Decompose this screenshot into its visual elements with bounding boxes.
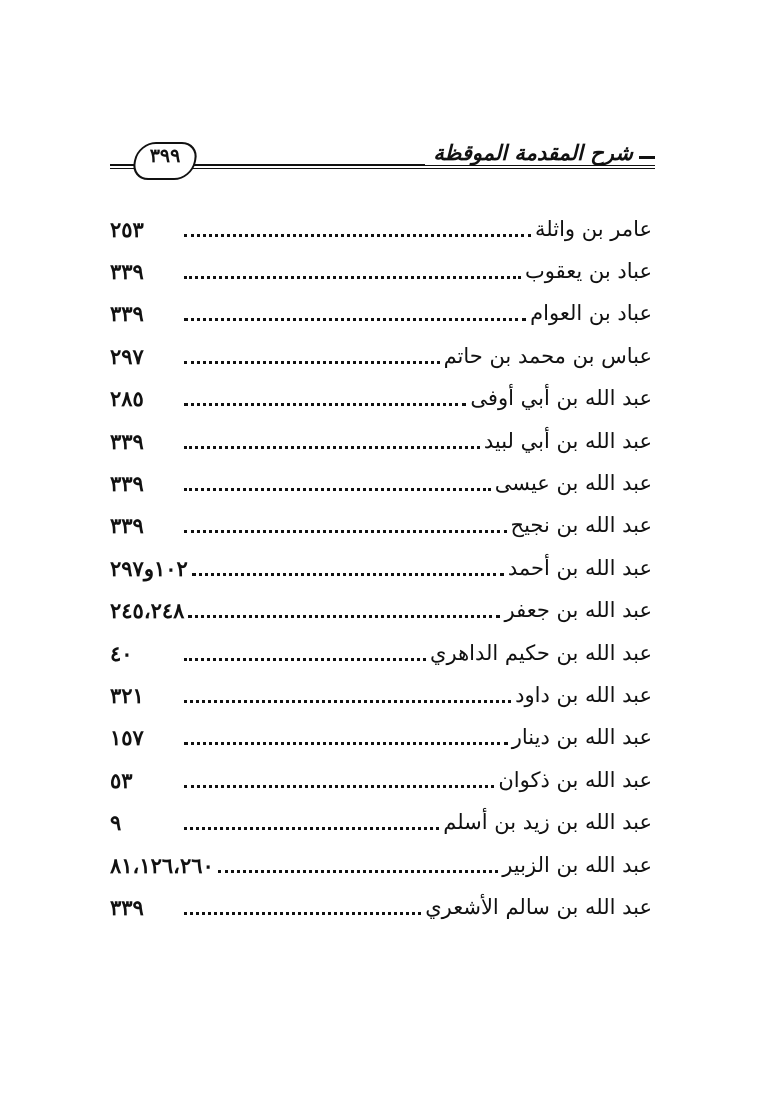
- index-entry: [110, 717, 652, 759]
- index-entry: [110, 505, 652, 547]
- header-rule-thin: [180, 168, 655, 169]
- entry-name: عبد الله بن داود: [515, 682, 652, 707]
- dot-leader: [184, 403, 466, 406]
- index-entry: [110, 293, 652, 335]
- index-entry: [110, 801, 652, 843]
- entry-name: عباد بن يعقوب: [524, 259, 652, 284]
- index-entry: [110, 462, 652, 504]
- index-entry: [110, 759, 652, 801]
- entry-pages: ٢٥٣: [110, 216, 144, 242]
- dot-leader: [184, 912, 421, 915]
- entry-pages: ٣٣٩: [110, 513, 144, 539]
- dot-leader: [184, 318, 526, 321]
- index-entry: [110, 420, 652, 462]
- entry-pages: ٣٣٩: [110, 471, 144, 497]
- index-entry: [110, 335, 652, 377]
- entry-name: عبد الله بن نجيح: [510, 513, 652, 538]
- dot-leader: [184, 530, 507, 533]
- index-entry: [110, 674, 652, 716]
- entry-name: عباس بن محمد بن حاتم: [443, 343, 652, 368]
- entry-name: عبد الله بن زيد بن أسلم: [443, 810, 652, 835]
- dot-leader: [184, 827, 439, 830]
- entry-pages: ٣٢١: [110, 682, 144, 708]
- entry-pages: ٢٩٧: [110, 343, 144, 369]
- entry-pages: ٢٨٥: [110, 386, 144, 412]
- index-entry: [110, 547, 652, 589]
- entry-name: عبد الله بن أبي لبيد: [483, 428, 652, 453]
- page-header: [110, 132, 655, 182]
- index-entry: [110, 886, 652, 928]
- dot-leader: [192, 573, 504, 576]
- index-entry: [110, 632, 652, 674]
- index-list: [110, 208, 652, 929]
- entry-name: عبد الله بن أحمد: [507, 555, 652, 580]
- entry-pages: ١٥٧: [110, 725, 144, 751]
- dot-leader: [218, 870, 498, 873]
- entry-pages: ٣٣٩: [110, 428, 144, 454]
- entry-name: عبد الله بن عيسى: [494, 471, 652, 496]
- dot-leader: [184, 658, 426, 661]
- dot-leader: [184, 276, 521, 279]
- entry-pages: ١٠٢و٢٩٧: [110, 555, 188, 581]
- index-entry: [110, 844, 652, 886]
- entry-pages: ٥٣: [110, 767, 133, 793]
- entry-pages: ٣٣٩: [110, 259, 144, 285]
- entry-name: عباد بن العوام: [530, 301, 652, 326]
- entry-pages: ٩: [110, 810, 122, 836]
- entry-pages: ٢٤٥،٢٤٨: [110, 598, 185, 624]
- dot-leader: [188, 615, 500, 618]
- dot-leader: [184, 742, 508, 745]
- index-entry: [110, 250, 652, 292]
- dot-leader: [184, 488, 491, 491]
- entry-name: عامر بن واثلة: [535, 216, 652, 241]
- dot-leader: [184, 446, 480, 449]
- entry-pages: ٣٣٩: [110, 301, 144, 327]
- dot-leader: [184, 361, 440, 364]
- entry-pages: ٨١،١٢٦،٢٦٠: [110, 852, 214, 878]
- entry-name: عبد الله بن ذكوان: [498, 767, 652, 792]
- book-title: شرح المقدمة الموقظة: [425, 140, 655, 165]
- entry-name: عبد الله بن حكيم الداهري: [430, 640, 652, 665]
- entry-name: عبد الله بن الزبير: [502, 852, 652, 877]
- page-number: ٣٩٩: [149, 145, 181, 167]
- index-entry: [110, 590, 652, 632]
- entry-name: عبد الله بن سالم الأشعري: [425, 894, 652, 919]
- dot-leader: [184, 785, 494, 788]
- entry-name: عبد الله بن جعفر: [504, 598, 652, 623]
- entry-pages: ٤٠: [110, 640, 133, 666]
- index-entry: [110, 378, 652, 420]
- entry-name: عبد الله بن دينار: [511, 725, 652, 750]
- dot-leader: [184, 700, 511, 703]
- entry-pages: ٣٣٩: [110, 894, 144, 920]
- index-entry: [110, 208, 652, 250]
- dot-leader: [184, 234, 531, 237]
- entry-name: عبد الله بن أبي أوفى: [470, 386, 652, 411]
